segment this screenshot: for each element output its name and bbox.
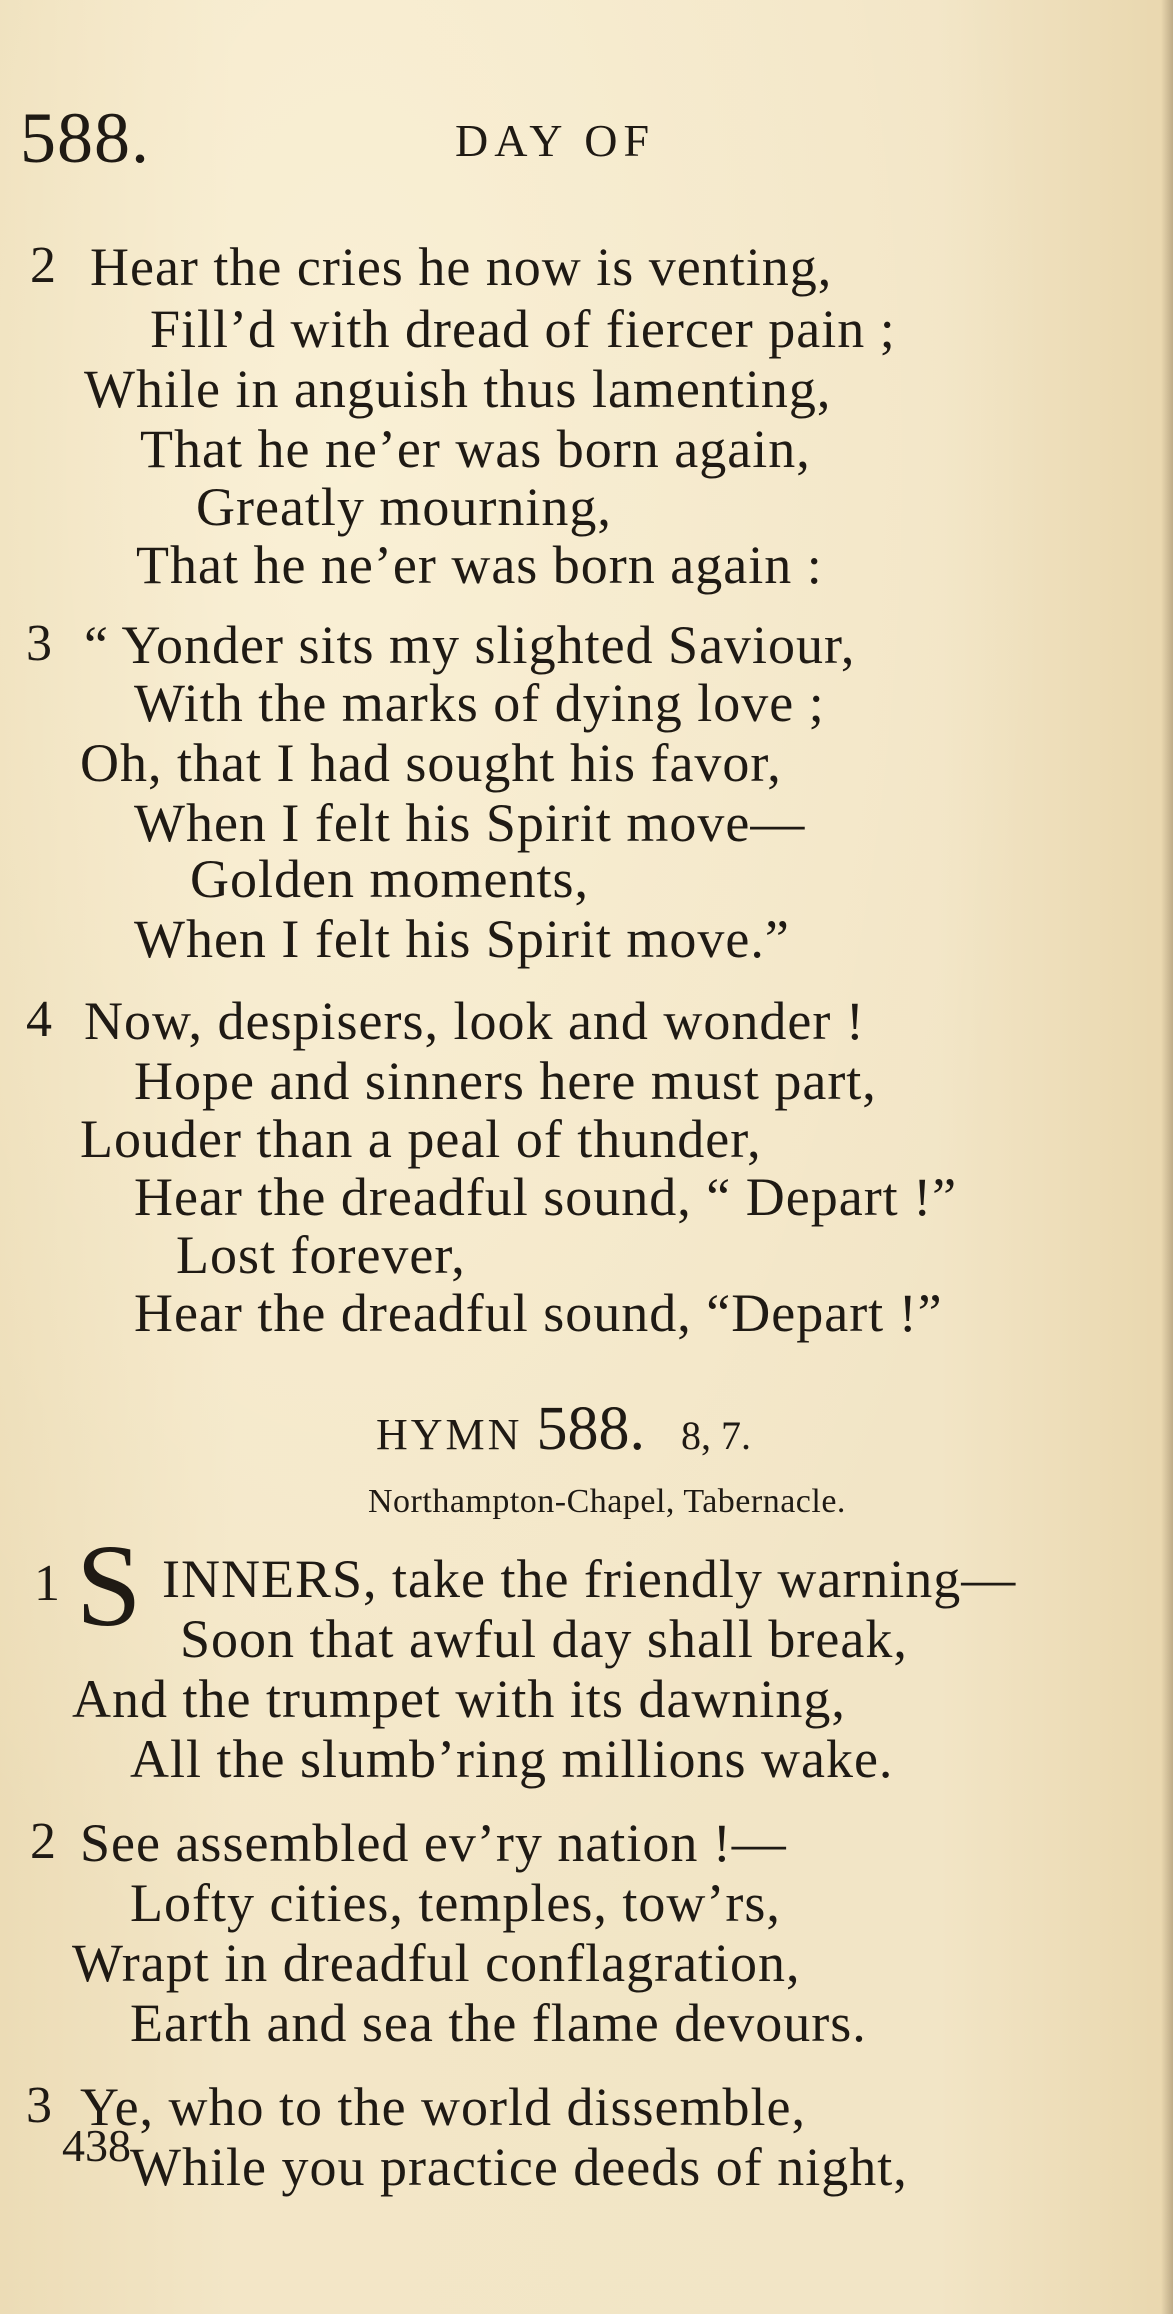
verse-line: Fill’d with dread of fiercer pain ;: [150, 299, 896, 359]
signature-mark: 438: [62, 2120, 131, 2171]
verse-line: That he ne’er was born again :: [136, 535, 823, 595]
verse-line: Now, despisers, look and wonder !: [84, 991, 865, 1051]
hymn-meter: 8, 7.: [680, 1413, 751, 1458]
verse-line: See assembled ev’ry nation !—: [80, 1813, 787, 1873]
verse-line: Ye, who to the world dissemble,: [80, 2077, 806, 2137]
stanza-number: 4: [26, 991, 52, 1048]
verse-line: Greatly mourning,: [196, 477, 612, 537]
page-number: 588.: [20, 98, 150, 178]
page-edge-shadow: [1161, 0, 1173, 2314]
verse-line: Golden moments,: [190, 849, 589, 909]
hymn-title: [376, 1395, 751, 1463]
verse-line: Soon that awful day shall break,: [180, 1609, 908, 1669]
verse-line: INNERS, take the friendly warning—: [162, 1549, 1017, 1609]
verse-line: When I felt his Spirit move—: [134, 793, 806, 853]
stanza-number: 1: [34, 1555, 60, 1612]
verse-line: Oh, that I had sought his favor,: [80, 733, 782, 793]
verse-line: While you practice deeds of night,: [130, 2137, 908, 2197]
drop-cap: S: [76, 1520, 142, 1651]
stanza-number: 3: [26, 2077, 52, 2134]
verse-line: Lofty cities, temples, tow’rs,: [130, 1873, 781, 1933]
verse-line: Earth and sea the flame devours.: [130, 1993, 867, 2053]
verse-line: Wrapt in dreadful conflagration,: [72, 1933, 801, 1993]
verse-line: Lost forever,: [176, 1225, 466, 1285]
stanza-number: 2: [30, 1813, 56, 1870]
verse-line: While in anguish thus lamenting,: [84, 359, 832, 419]
verse-line: Hear the dreadful sound, “ Depart !”: [134, 1167, 958, 1227]
verse-line: Hope and sinners here must part,: [134, 1051, 877, 1111]
verse-line: With the marks of dying love ;: [134, 673, 825, 733]
stanza-number: 2: [30, 237, 56, 294]
verse-line: All the slumb’ring millions wake.: [130, 1729, 894, 1789]
verse-line: Hear the cries he now is venting,: [90, 237, 833, 297]
hymn-label: HYMN: [376, 1410, 523, 1459]
stanza-number: 3: [26, 615, 52, 672]
verse-line: Hear the dreadful sound, “Depart !”: [134, 1283, 943, 1343]
verse-line: When I felt his Spirit move.”: [134, 909, 790, 969]
tune-names: Northampton-Chapel, Tabernacle.: [368, 1483, 846, 1520]
running-head: DAY OF: [455, 115, 656, 166]
hymn-number: 588.: [536, 1395, 645, 1463]
verse-line: Louder than a peal of thunder,: [80, 1109, 762, 1169]
verse-line: “ Yonder sits my slighted Saviour,: [84, 615, 856, 675]
verse-line: That he ne’er was born again,: [140, 419, 811, 479]
verse-line: And the trumpet with its dawning,: [72, 1669, 846, 1729]
